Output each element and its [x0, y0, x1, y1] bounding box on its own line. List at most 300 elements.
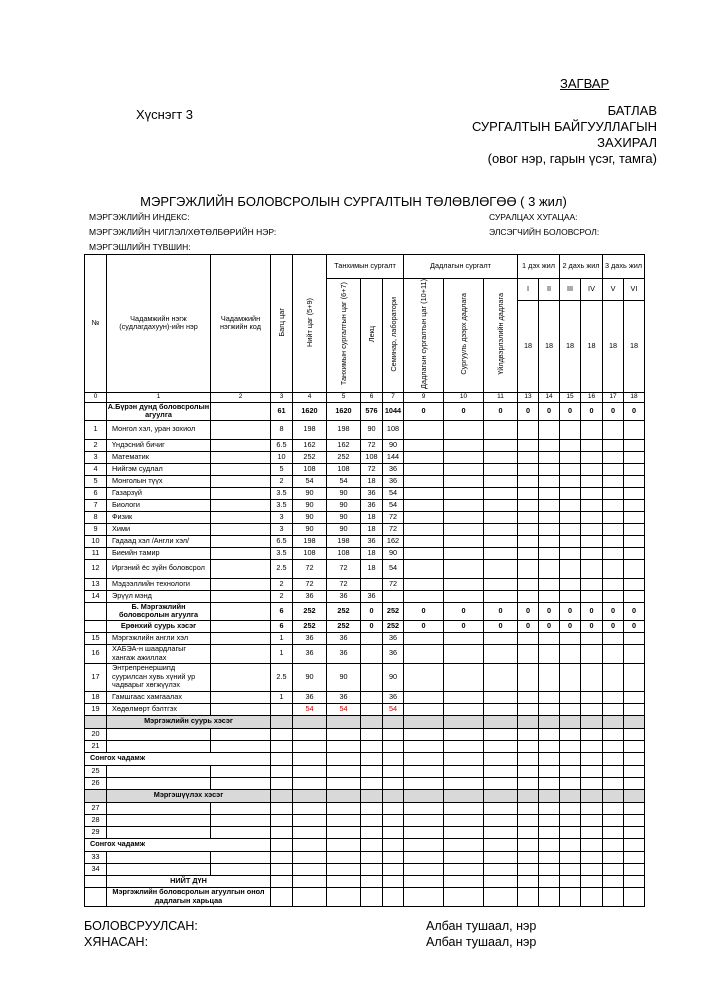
table-cell [404, 838, 444, 851]
table-cell [539, 887, 560, 906]
table-cell: 54 [383, 499, 404, 511]
table-cell [404, 752, 444, 765]
table-cell [484, 644, 518, 663]
table-cell [484, 838, 518, 851]
table-cell: 18 [361, 547, 383, 559]
table-cell [624, 851, 645, 863]
table-cell: 252 [327, 620, 361, 632]
table-cell [293, 814, 327, 826]
table-cell [539, 663, 560, 691]
table-cell [539, 463, 560, 475]
table-row [85, 838, 645, 851]
table-cell [581, 499, 603, 511]
table-cell: 36 [361, 590, 383, 602]
table-cell: 36 [327, 691, 361, 703]
table-cell [361, 838, 383, 851]
table-cell: А.Бүрэн дунд боловсролын агуулга [107, 402, 210, 420]
table-cell: 252 [383, 602, 404, 620]
table-cell: 72 [383, 511, 404, 523]
table-cell [581, 644, 603, 663]
table-cell [518, 487, 539, 499]
table-cell: 2.5 [271, 559, 293, 578]
table-cell: 576 [361, 402, 383, 420]
table-cell [518, 802, 539, 814]
table-cell: 162 [383, 535, 404, 547]
table-cell [603, 463, 624, 475]
table-cell [404, 547, 444, 559]
table-cell: 6 [85, 487, 107, 499]
table-cell [539, 590, 560, 602]
table-cell [211, 475, 271, 487]
column-number: 10 [444, 392, 484, 402]
column-number: 2 [211, 392, 271, 402]
table-cell [603, 715, 624, 728]
table-cell [361, 777, 383, 789]
column-number: 1 [107, 392, 211, 402]
table-cell [327, 740, 361, 752]
table-cell [518, 523, 539, 535]
table-cell [361, 578, 383, 590]
table-cell [383, 777, 404, 789]
col-year2-header: 2 дахь жил [560, 255, 603, 279]
table-cell: 252 [327, 451, 361, 463]
table-cell [539, 451, 560, 463]
table-cell [484, 814, 518, 826]
table-cell: 18 [361, 475, 383, 487]
approve-line: (овог нэр, гарын үсэг, тамга) [487, 151, 657, 166]
table-cell [560, 663, 581, 691]
table-cell [211, 814, 271, 826]
table-cell: 252 [293, 451, 327, 463]
table-cell [560, 487, 581, 499]
table-cell [539, 439, 560, 451]
table-cell: 90 [293, 511, 327, 523]
table-cell [581, 590, 603, 602]
table-cell [581, 814, 603, 826]
table-cell [560, 547, 581, 559]
table-cell [581, 838, 603, 851]
table-row [85, 863, 645, 875]
table-cell [581, 547, 603, 559]
table-cell [444, 752, 484, 765]
column-number: 7 [383, 392, 404, 402]
meta-index: МЭРГЭЖЛИЙН ИНДЕКС: [89, 212, 190, 222]
table-cell: Ерөнхий суурь хэсэг [107, 620, 211, 632]
table-cell: 36 [383, 632, 404, 644]
table-cell [404, 463, 444, 475]
col-school-practice-header: Сургууль дээрх дадлага [444, 279, 484, 393]
table-cell [581, 559, 603, 578]
table-cell [211, 487, 271, 499]
table-cell [518, 765, 539, 777]
table-cell [560, 703, 581, 715]
table-cell [327, 863, 361, 875]
table-cell [624, 663, 645, 691]
table-row [85, 547, 645, 559]
table-cell [539, 547, 560, 559]
table-cell [560, 789, 581, 802]
col-practice-hours-header: Дадлагын сургалтын цаг (10+11) [404, 279, 444, 393]
table-cell [327, 802, 361, 814]
table-cell [484, 632, 518, 644]
table-row [85, 703, 645, 715]
table-cell [361, 632, 383, 644]
table-cell [361, 691, 383, 703]
table-cell [484, 535, 518, 547]
table-cell: 0 [518, 602, 539, 620]
table-cell: 1 [85, 420, 107, 439]
table-cell [603, 740, 624, 752]
table-cell [211, 765, 271, 777]
table-cell [293, 740, 327, 752]
table-cell: 3 [271, 511, 293, 523]
table-cell [518, 578, 539, 590]
table-cell: 18 [361, 559, 383, 578]
table-row [85, 439, 645, 451]
table-cell [484, 420, 518, 439]
table-cell [211, 590, 271, 602]
table-cell [624, 590, 645, 602]
table-cell: 0 [560, 620, 581, 632]
table-cell [444, 439, 484, 451]
table-cell: Хими [107, 523, 211, 535]
table-cell [581, 451, 603, 463]
table-cell [624, 547, 645, 559]
table-cell: 54 [293, 703, 327, 715]
semester-label: II [539, 279, 560, 301]
table-cell [581, 875, 603, 887]
table-cell [603, 703, 624, 715]
table-cell [560, 420, 581, 439]
table-cell [444, 535, 484, 547]
table-cell [444, 578, 484, 590]
table-cell [361, 752, 383, 765]
col-industry-practice-header: Үйлдвэрлэлийн дадлага [484, 279, 518, 393]
table-cell [539, 578, 560, 590]
table-cell [484, 559, 518, 578]
table-cell [484, 740, 518, 752]
table-cell: 108 [293, 547, 327, 559]
table-cell: 36 [361, 499, 383, 511]
table-cell: 90 [383, 663, 404, 691]
table-cell [518, 838, 539, 851]
table-row [85, 487, 645, 499]
table-cell [624, 578, 645, 590]
table-cell [444, 887, 484, 906]
document-title: МЭРГЭЖЛИЙН БОЛОВСРОЛЫН СУРГАЛТЫН ТӨЛӨВЛӨГӨӨ ( 3 жил) [140, 194, 567, 209]
table-cell [444, 547, 484, 559]
table-cell: 198 [293, 535, 327, 547]
table-cell [293, 863, 327, 875]
table-cell [361, 814, 383, 826]
table-cell [581, 765, 603, 777]
col-classroom-header: Танхимын сургалт [327, 255, 404, 279]
table-cell [361, 728, 383, 740]
table-cell [271, 851, 293, 863]
table-cell [484, 578, 518, 590]
table-cell: 34 [85, 863, 107, 875]
table-cell: 90 [361, 420, 383, 439]
table-cell: 0 [603, 602, 624, 620]
table-cell: Монгол хэл, уран зохиол [107, 420, 211, 439]
table-cell: Монголын түүх [107, 475, 211, 487]
table-row [85, 826, 645, 838]
table-cell: Сонгох чадамж [85, 838, 271, 851]
table-row [85, 644, 645, 663]
table-cell: Гадаад хэл /Англи хэл/ [107, 535, 211, 547]
table-cell: 5 [85, 475, 107, 487]
table-cell [484, 511, 518, 523]
table-cell [539, 728, 560, 740]
table-cell [560, 463, 581, 475]
table-cell [581, 420, 603, 439]
table-cell [484, 523, 518, 535]
table-cell [603, 875, 624, 887]
table-cell [107, 777, 211, 789]
table-row [85, 463, 645, 475]
table-cell [603, 578, 624, 590]
table-cell [624, 752, 645, 765]
table-cell [560, 578, 581, 590]
table-cell [361, 887, 383, 906]
table-cell [603, 499, 624, 511]
table-cell [539, 740, 560, 752]
table-cell [271, 875, 293, 887]
table-cell: 3.5 [271, 547, 293, 559]
table-cell [444, 838, 484, 851]
table-cell [361, 863, 383, 875]
table-cell [518, 777, 539, 789]
table-cell [404, 777, 444, 789]
col-year1-header: 1 дэх жил [518, 255, 560, 279]
table-cell: 252 [383, 620, 404, 632]
table-cell [107, 814, 211, 826]
table-cell [327, 838, 361, 851]
table-cell [624, 887, 645, 906]
table-cell [560, 875, 581, 887]
table-cell: 108 [361, 451, 383, 463]
table-cell [484, 826, 518, 838]
table-cell [484, 789, 518, 802]
table-cell [383, 875, 404, 887]
table-cell [404, 789, 444, 802]
table-row [85, 728, 645, 740]
table-cell: 2 [271, 578, 293, 590]
table-cell [581, 632, 603, 644]
table-cell: 198 [327, 420, 361, 439]
table-cell: 90 [327, 499, 361, 511]
table-cell [271, 752, 293, 765]
reviewed-by-label: ХЯНАСАН: [84, 935, 149, 949]
table-cell [271, 887, 293, 906]
table-cell [560, 535, 581, 547]
table-cell: 162 [293, 439, 327, 451]
table-cell: 61 [271, 402, 293, 420]
table-cell: 10 [271, 451, 293, 463]
table-cell [581, 826, 603, 838]
table-cell [560, 559, 581, 578]
table-cell [539, 875, 560, 887]
table-cell [581, 752, 603, 765]
table-cell [85, 620, 107, 632]
table-row [85, 511, 645, 523]
table-cell: 14 [85, 590, 107, 602]
table-cell: 6 [271, 602, 293, 620]
table-cell [444, 559, 484, 578]
table-cell [518, 851, 539, 863]
table-cell: Б. Мэргэжлийн боловсролын агуулга [107, 602, 211, 620]
column-number-row [85, 392, 645, 402]
semester-weeks: 18 [603, 301, 624, 392]
table-cell: 9 [85, 523, 107, 535]
table-cell [444, 663, 484, 691]
table-cell [107, 863, 211, 875]
table-cell [560, 851, 581, 863]
table-cell: 0 [444, 602, 484, 620]
table-cell [581, 802, 603, 814]
table-cell: 0 [404, 402, 444, 420]
table-cell [444, 463, 484, 475]
table-cell [539, 523, 560, 535]
table-cell [404, 559, 444, 578]
table-cell: 0 [624, 620, 645, 632]
table-cell [211, 511, 271, 523]
table-cell: 72 [383, 523, 404, 535]
table-cell: 36 [327, 644, 361, 663]
table-cell [107, 740, 211, 752]
table-cell: 0 [404, 620, 444, 632]
table-cell [484, 475, 518, 487]
table-cell [107, 728, 211, 740]
table-cell [560, 740, 581, 752]
table-cell [484, 752, 518, 765]
table-cell: 0 [581, 602, 603, 620]
table-cell [271, 789, 293, 802]
table-cell [444, 632, 484, 644]
table-cell: 12 [85, 559, 107, 578]
table-cell [327, 875, 361, 887]
table-row [85, 590, 645, 602]
table-cell [404, 887, 444, 906]
table-cell [539, 752, 560, 765]
table-cell: 90 [327, 487, 361, 499]
col-lecture-header: Лекц [361, 279, 383, 393]
table-cell [581, 789, 603, 802]
table-cell [404, 875, 444, 887]
col-module-name-header: Чадамжийн нэгж (судлагдахуун)-ийн нэр [107, 255, 211, 393]
semester-weeks: 18 [539, 301, 560, 392]
table-cell: 90 [383, 547, 404, 559]
table-cell [211, 663, 271, 691]
table-cell: 54 [383, 559, 404, 578]
table-cell [624, 451, 645, 463]
table-cell: 18 [361, 523, 383, 535]
table-cell [624, 703, 645, 715]
table-cell: 54 [383, 487, 404, 499]
table-cell [581, 691, 603, 703]
table-cell [539, 814, 560, 826]
table-cell [518, 439, 539, 451]
table-cell: 0 [518, 620, 539, 632]
table-cell [539, 851, 560, 863]
table-cell [361, 851, 383, 863]
table-cell [539, 691, 560, 703]
table-cell [603, 752, 624, 765]
table-row [85, 777, 645, 789]
table-cell [624, 765, 645, 777]
table-cell [85, 789, 107, 802]
table-cell: 0 [603, 620, 624, 632]
table-cell [361, 715, 383, 728]
table-cell [518, 420, 539, 439]
table-cell [560, 826, 581, 838]
table-cell [211, 559, 271, 578]
table-cell [444, 851, 484, 863]
table-cell [444, 511, 484, 523]
table-cell: 198 [327, 535, 361, 547]
table-cell [361, 875, 383, 887]
semester-label: I [518, 279, 539, 301]
table-cell: Мэргэжлийн боловсролын агуулгын онол дадлагын харьцаа [107, 887, 271, 906]
table-cell [624, 499, 645, 511]
table-cell [624, 875, 645, 887]
semester-label: III [560, 279, 581, 301]
column-number: 9 [404, 392, 444, 402]
col-class-hours-header: Танхимын сургалтын цаг (6+7) [327, 279, 361, 393]
table-cell [603, 777, 624, 789]
table-cell: 13 [85, 578, 107, 590]
table-cell: 36 [327, 632, 361, 644]
table-cell [603, 439, 624, 451]
table-cell: Энтрепренершипд суурилсан хувь хүний ур чадварыг хөгжүүлэх [107, 663, 211, 691]
table-cell [603, 590, 624, 602]
table-cell [518, 499, 539, 511]
table-cell [293, 777, 327, 789]
table-cell: 3 [271, 523, 293, 535]
table-cell: 0 [444, 402, 484, 420]
meta-level: МЭРГЭШЛИЙН ТҮВШИН: [89, 242, 191, 252]
col-credit-header: Багц цаг [271, 255, 293, 393]
table-cell [444, 863, 484, 875]
table-cell [603, 451, 624, 463]
table-cell [211, 703, 271, 715]
table-cell [603, 887, 624, 906]
column-number: 16 [581, 392, 603, 402]
table-cell [539, 511, 560, 523]
table-cell [85, 715, 107, 728]
table-cell [271, 838, 293, 851]
table-cell [484, 728, 518, 740]
table-cell [361, 789, 383, 802]
table-cell [624, 691, 645, 703]
table-cell [444, 777, 484, 789]
table-cell [539, 487, 560, 499]
table-cell [404, 499, 444, 511]
table-cell [624, 463, 645, 475]
table-cell [211, 439, 271, 451]
table-cell: 0 [539, 620, 560, 632]
table-cell: 2 [271, 475, 293, 487]
table-cell: 6.5 [271, 439, 293, 451]
table-cell: Биологи [107, 499, 211, 511]
table-cell [211, 851, 271, 863]
table-cell [560, 887, 581, 906]
table-cell [444, 826, 484, 838]
table-cell [581, 851, 603, 863]
col-no-header: № [85, 255, 107, 393]
table-cell [484, 487, 518, 499]
table-cell [581, 475, 603, 487]
